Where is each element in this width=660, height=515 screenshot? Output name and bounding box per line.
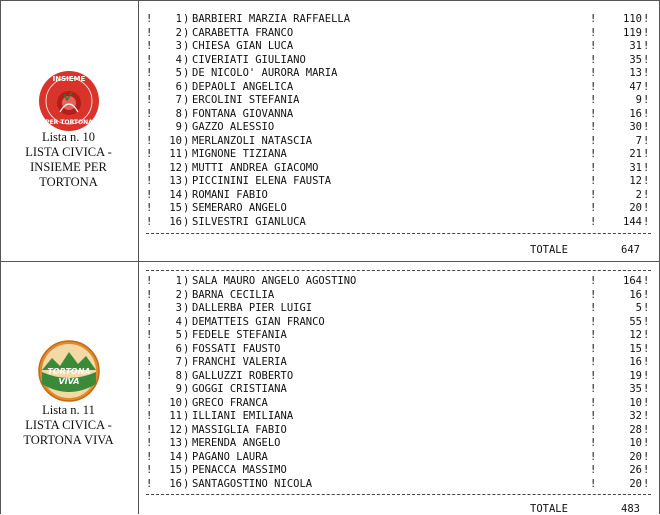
votes-separator: ! [590, 134, 597, 147]
candidate-name: ROMANI FABIO [192, 188, 268, 201]
candidate-name: SANTAGOSTINO NICOLA [192, 477, 313, 490]
candidate-votes: 30 [629, 121, 642, 133]
row-border-right: ! [643, 396, 650, 409]
row-border-left: ! [146, 202, 153, 214]
list-name-line-2: INSIEME PER [30, 160, 107, 174]
candidate-name: GAZZO ALESSIO [192, 121, 275, 133]
row-border-right: ! [643, 202, 650, 214]
candidate-name: CHIESA GIAN LUCA [192, 40, 294, 52]
insieme-per-tortona-logo [38, 70, 100, 132]
votes-separator: ! [590, 477, 597, 490]
number-paren: ) [183, 315, 190, 328]
candidate-votes: 21 [629, 148, 642, 160]
votes-separator: ! [590, 288, 597, 301]
candidate-row [146, 437, 651, 451]
candidate-row [146, 175, 651, 189]
logo-text-bottom: VIVA [58, 377, 80, 386]
votes-separator: ! [590, 315, 597, 328]
logo-text-bottom: PER TORTONA [45, 119, 93, 126]
candidate-number: 13 [169, 437, 182, 449]
row-border-left: ! [146, 410, 153, 422]
number-paren: ) [183, 215, 190, 228]
row-border-right: ! [643, 450, 650, 463]
row-border-left: ! [146, 121, 153, 133]
row-border-left: ! [146, 275, 153, 287]
separator-line [146, 270, 651, 271]
candidate-number: 2 [175, 26, 182, 39]
row-border-right: ! [643, 477, 650, 490]
candidate-number: 16 [169, 215, 182, 228]
votes-separator: ! [590, 175, 597, 187]
candidate-number: 10 [169, 396, 182, 409]
candidate-list-11 [146, 275, 651, 491]
candidate-row [146, 329, 651, 343]
candidate-name: DEPAOLI ANGELICA [192, 80, 294, 93]
number-paren: ) [183, 202, 190, 214]
candidate-number: 8 [175, 369, 182, 382]
votes-separator: ! [590, 437, 597, 449]
candidate-name: DALLERBA PIER LUIGI [192, 302, 313, 314]
row-border-left: ! [146, 315, 153, 328]
candidate-votes: 55 [629, 315, 642, 328]
votes-separator: ! [590, 450, 597, 463]
number-paren: ) [183, 121, 190, 133]
row-border-left: ! [146, 464, 153, 476]
candidate-number: 1 [175, 13, 182, 25]
row-border-left: ! [146, 369, 153, 382]
candidate-number: 15 [169, 464, 182, 476]
candidate-votes: 16 [629, 288, 642, 301]
row-border-left: ! [146, 107, 153, 120]
number-paren: ) [183, 26, 190, 39]
row-border-right: ! [643, 134, 650, 147]
row-border-right: ! [643, 342, 650, 355]
candidate-row [146, 410, 651, 424]
votes-separator: ! [590, 329, 597, 341]
candidate-votes: 10 [629, 437, 642, 449]
candidate-number: 13 [169, 175, 182, 187]
candidate-votes: 35 [629, 53, 642, 66]
number-paren: ) [183, 329, 190, 341]
votes-separator: ! [590, 464, 597, 476]
logo-text-top: TORTONA [47, 367, 91, 376]
candidate-row [146, 40, 651, 54]
candidate-row [146, 54, 651, 68]
candidate-name: PICCININI ELENA FAUSTA [192, 175, 332, 187]
candidate-name: CIVERIATI GIULIANO [192, 53, 306, 66]
votes-separator: ! [590, 342, 597, 355]
candidate-votes: 31 [629, 40, 642, 52]
number-paren: ) [183, 369, 190, 382]
candidate-votes: 20 [629, 202, 642, 214]
row-border-right: ! [643, 121, 650, 133]
candidate-row [146, 316, 651, 330]
row-border-right: ! [643, 423, 650, 436]
candidate-number: 6 [175, 80, 182, 93]
candidate-row [146, 275, 651, 289]
candidate-name: DE NICOLO' AURORA MARIA [192, 67, 338, 79]
candidate-row [146, 81, 651, 95]
number-paren: ) [183, 94, 190, 106]
candidate-votes: 12 [629, 175, 642, 187]
row-border-left: ! [146, 67, 153, 79]
candidate-row [146, 121, 651, 135]
list-caption [0, 130, 137, 190]
candidate-number: 3 [175, 40, 182, 52]
candidate-row [146, 135, 651, 149]
separator-line [146, 233, 651, 234]
candidate-votes: 144 [623, 215, 642, 228]
candidate-votes: 5 [635, 302, 642, 314]
row-border-right: ! [643, 26, 650, 39]
number-paren: ) [183, 288, 190, 301]
number-paren: ) [183, 383, 190, 395]
candidate-row [146, 397, 651, 411]
number-paren: ) [183, 134, 190, 147]
candidate-number: 15 [169, 202, 182, 214]
candidate-row [146, 343, 651, 357]
candidate-name: FEDELE STEFANIA [192, 329, 287, 341]
candidate-number: 7 [175, 94, 182, 106]
candidate-number: 16 [169, 477, 182, 490]
candidate-row [146, 94, 651, 108]
row-border-left: ! [146, 188, 153, 201]
candidate-votes: 20 [629, 450, 642, 463]
votes-separator: ! [590, 80, 597, 93]
candidate-name: GRECO FRANCA [192, 396, 268, 409]
row-border-right: ! [643, 410, 650, 422]
total-value: 483 [621, 503, 640, 515]
candidate-votes: 12 [629, 329, 642, 341]
candidate-number: 6 [175, 342, 182, 355]
candidate-row [146, 451, 651, 465]
row-border-right: ! [643, 67, 650, 79]
votes-separator: ! [590, 67, 597, 79]
number-paren: ) [183, 356, 190, 368]
candidate-row [146, 478, 651, 492]
row-border-right: ! [643, 437, 650, 449]
candidate-number: 5 [175, 67, 182, 79]
row-border-right: ! [643, 329, 650, 341]
votes-separator: ! [590, 369, 597, 382]
votes-separator: ! [590, 26, 597, 39]
logo-text-top: INSIEME [52, 75, 86, 83]
table-border-top [0, 0, 660, 1]
row-border-right: ! [643, 148, 650, 160]
column-divider [138, 0, 139, 514]
row-border-left: ! [146, 40, 153, 52]
candidate-row [146, 424, 651, 438]
candidate-votes: 10 [629, 396, 642, 409]
row-border-left: ! [146, 13, 153, 25]
votes-separator: ! [590, 202, 597, 214]
row-border-left: ! [146, 215, 153, 228]
candidate-votes: 28 [629, 423, 642, 436]
candidate-number: 4 [175, 315, 182, 328]
number-paren: ) [183, 396, 190, 409]
row-border-left: ! [146, 329, 153, 341]
list-name-line-3: TORTONA [39, 175, 98, 189]
votes-separator: ! [590, 302, 597, 314]
candidate-name: MERLANZOLI NATASCIA [192, 134, 313, 147]
row-border-right: ! [643, 13, 650, 25]
list-name-line-2: TORTONA VIVA [23, 433, 114, 447]
row-border-right: ! [643, 175, 650, 187]
number-paren: ) [183, 188, 190, 201]
votes-separator: ! [590, 215, 597, 228]
candidate-votes: 19 [629, 369, 642, 382]
candidate-name: CARABETTA FRANCO [192, 26, 294, 39]
list-name-line-1: LISTA CIVICA - [25, 145, 112, 159]
number-paren: ) [183, 275, 190, 287]
candidate-number: 9 [175, 121, 182, 133]
candidate-votes: 15 [629, 342, 642, 355]
candidate-name: MERENDA ANGELO [192, 437, 281, 449]
candidate-row [146, 148, 651, 162]
candidate-number: 12 [169, 161, 182, 174]
row-border-right: ! [643, 80, 650, 93]
candidate-name: GOGGI CRISTIANA [192, 383, 287, 395]
candidate-name: PENACCA MASSIMO [192, 464, 287, 476]
votes-separator: ! [590, 13, 597, 25]
candidate-number: 11 [169, 148, 182, 160]
candidate-name: MUTTI ANDREA GIACOMO [192, 161, 319, 174]
candidate-votes: 7 [635, 134, 642, 147]
candidate-number: 11 [169, 410, 182, 422]
number-paren: ) [183, 67, 190, 79]
candidate-row [146, 27, 651, 41]
row-border-left: ! [146, 477, 153, 490]
number-paren: ) [183, 107, 190, 120]
number-paren: ) [183, 477, 190, 490]
total-label: TOTALE [530, 244, 568, 256]
row-border-left: ! [146, 396, 153, 409]
row-border-right: ! [643, 302, 650, 314]
votes-separator: ! [590, 356, 597, 368]
number-paren: ) [183, 437, 190, 449]
candidate-number: 9 [175, 383, 182, 395]
candidate-row [146, 189, 651, 203]
candidate-number: 3 [175, 302, 182, 314]
tortona-viva-logo [38, 340, 100, 402]
candidate-name: GALLUZZI ROBERTO [192, 369, 294, 382]
row-border-right: ! [643, 53, 650, 66]
votes-separator: ! [590, 396, 597, 409]
candidate-name: FONTANA GIOVANNA [192, 107, 294, 120]
candidate-votes: 16 [629, 107, 642, 120]
candidate-votes: 2 [635, 188, 642, 201]
votes-separator: ! [590, 107, 597, 120]
candidate-row [146, 464, 651, 478]
number-paren: ) [183, 80, 190, 93]
number-paren: ) [183, 13, 190, 25]
candidate-row [146, 370, 651, 384]
row-border-right: ! [643, 464, 650, 476]
candidate-number: 14 [169, 188, 182, 201]
row-border-left: ! [146, 288, 153, 301]
votes-separator: ! [590, 275, 597, 287]
votes-separator: ! [590, 161, 597, 174]
candidate-name: MASSIGLIA FABIO [192, 423, 287, 436]
row-border-left: ! [146, 94, 153, 106]
candidate-votes: 47 [629, 80, 642, 93]
number-paren: ) [183, 302, 190, 314]
candidate-votes: 110 [623, 13, 642, 25]
votes-separator: ! [590, 53, 597, 66]
votes-separator: ! [590, 423, 597, 436]
votes-separator: ! [590, 121, 597, 133]
row-border-right: ! [643, 107, 650, 120]
candidate-number: 12 [169, 423, 182, 436]
candidate-name: SILVESTRI GIANLUCA [192, 215, 306, 228]
number-paren: ) [183, 175, 190, 187]
number-paren: ) [183, 410, 190, 422]
row-border-left: ! [146, 450, 153, 463]
row-border-left: ! [146, 26, 153, 39]
row-border-right: ! [643, 288, 650, 301]
number-paren: ) [183, 342, 190, 355]
candidate-row [146, 202, 651, 216]
candidate-row [146, 216, 651, 230]
number-paren: ) [183, 40, 190, 52]
candidate-name: FRANCHI VALERIA [192, 356, 287, 368]
votes-separator: ! [590, 383, 597, 395]
candidate-row [146, 67, 651, 81]
candidate-name: ERCOLINI STEFANIA [192, 94, 300, 106]
candidate-number: 5 [175, 329, 182, 341]
row-divider [0, 261, 660, 262]
candidate-number: 14 [169, 450, 182, 463]
candidate-row [146, 13, 651, 27]
candidate-row [146, 108, 651, 122]
candidate-row [146, 356, 651, 370]
number-paren: ) [183, 464, 190, 476]
number-paren: ) [183, 161, 190, 174]
row-border-left: ! [146, 53, 153, 66]
row-border-left: ! [146, 302, 153, 314]
row-border-right: ! [643, 369, 650, 382]
candidate-number: 7 [175, 356, 182, 368]
candidate-votes: 35 [629, 383, 642, 395]
candidate-name: PAGANO LAURA [192, 450, 268, 463]
row-border-left: ! [146, 423, 153, 436]
candidate-votes: 16 [629, 356, 642, 368]
row-border-right: ! [643, 275, 650, 287]
candidate-row [146, 383, 651, 397]
candidate-number: 2 [175, 288, 182, 301]
candidate-number: 8 [175, 107, 182, 120]
candidate-votes: 13 [629, 67, 642, 79]
candidate-name: BARNA CECILIA [192, 288, 275, 301]
candidate-votes: 31 [629, 161, 642, 174]
row-border-right: ! [643, 161, 650, 174]
row-border-left: ! [146, 134, 153, 147]
list-number: Lista n. 11 [42, 403, 95, 417]
candidate-name: SEMERARO ANGELO [192, 202, 287, 214]
votes-separator: ! [590, 410, 597, 422]
candidate-number: 10 [169, 134, 182, 147]
row-border-left: ! [146, 356, 153, 368]
row-border-left: ! [146, 342, 153, 355]
row-border-left: ! [146, 175, 153, 187]
candidate-votes: 119 [623, 26, 642, 39]
row-border-left: ! [146, 437, 153, 449]
candidate-name: ILLIANI EMILIANA [192, 410, 294, 422]
candidate-votes: 9 [635, 94, 642, 106]
total-label: TOTALE [530, 503, 568, 515]
candidate-name: FOSSATI FAUSTO [192, 342, 281, 355]
votes-separator: ! [590, 188, 597, 201]
list-number: Lista n. 10 [41, 130, 96, 144]
candidate-number: 1 [175, 275, 182, 287]
row-border-right: ! [643, 188, 650, 201]
number-paren: ) [183, 53, 190, 66]
candidate-name: MIGNONE TIZIANA [192, 148, 287, 160]
candidate-list-10 [146, 13, 651, 229]
number-paren: ) [183, 148, 190, 160]
number-paren: ) [183, 423, 190, 436]
row-border-right: ! [643, 315, 650, 328]
row-border-left: ! [146, 148, 153, 160]
candidate-row [146, 302, 651, 316]
total-value: 647 [621, 244, 640, 256]
candidate-votes: 26 [629, 464, 642, 476]
candidate-number: 4 [175, 53, 182, 66]
row-border-right: ! [643, 40, 650, 52]
number-paren: ) [183, 450, 190, 463]
candidate-row [146, 162, 651, 176]
row-border-left: ! [146, 383, 153, 395]
row-border-left: ! [146, 161, 153, 174]
votes-separator: ! [590, 40, 597, 52]
votes-separator: ! [590, 148, 597, 160]
list-caption [0, 403, 137, 448]
row-border-right: ! [643, 215, 650, 228]
candidate-votes: 164 [623, 275, 642, 287]
list-name-line-1: LISTA CIVICA - [25, 418, 112, 432]
votes-separator: ! [590, 94, 597, 106]
separator-line [146, 494, 651, 495]
candidate-votes: 32 [629, 410, 642, 422]
candidate-row [146, 289, 651, 303]
candidate-name: BARBIERI MARZIA RAFFAELLA [192, 13, 351, 25]
row-border-left: ! [146, 80, 153, 93]
row-border-right: ! [643, 383, 650, 395]
row-border-right: ! [643, 356, 650, 368]
candidate-name: SALA MAURO ANGELO AGOSTINO [192, 275, 357, 287]
candidate-name: DEMATTEIS GIAN FRANCO [192, 315, 325, 328]
row-border-right: ! [643, 94, 650, 106]
candidate-votes: 20 [629, 477, 642, 490]
